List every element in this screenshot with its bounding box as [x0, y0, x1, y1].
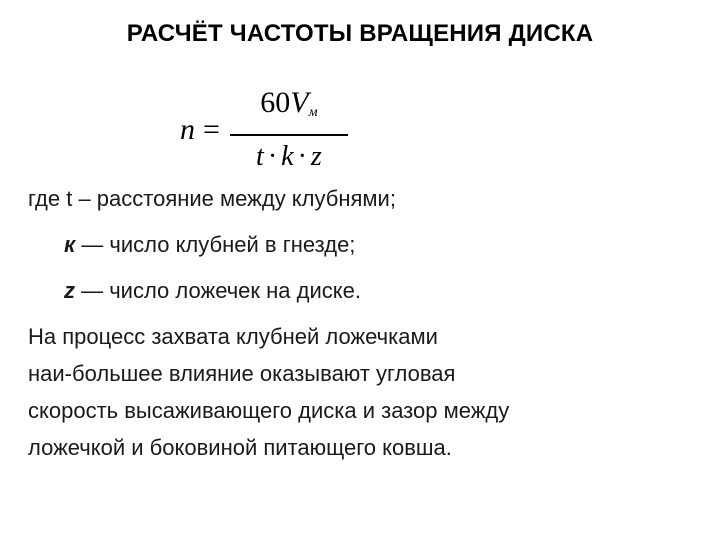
frequency-formula — [180, 88, 348, 172]
formula-denominator — [256, 138, 322, 174]
paragraph-line: скорость высаживающего диска и зазор между — [28, 398, 510, 423]
paragraph-line: ложечкой и боковиной питающего ковша. — [28, 435, 452, 460]
denominator-dot-2: · — [297, 141, 307, 172]
explanation-paragraph — [28, 318, 698, 466]
definition-z — [64, 278, 361, 304]
numerator-variable: V — [290, 86, 309, 119]
formula-fraction — [230, 86, 348, 174]
fraction-bar — [230, 134, 348, 136]
slide-title: РАСЧЁТ ЧАСТОТЫ ВРАЩЕНИЯ ДИСКА — [126, 20, 594, 47]
symbol-k: к — [64, 232, 76, 257]
formula-equals: = — [203, 113, 220, 146]
paragraph-line: наи-большее влияние оказывают угловая — [28, 361, 456, 386]
denominator-k: k — [281, 141, 294, 172]
definition-k — [64, 232, 355, 258]
definition-z-text: — число ложечек на диске. — [75, 278, 361, 303]
formula-lhs: n — [180, 113, 195, 146]
denominator-t: t — [256, 141, 264, 172]
definition-t: где t – расстояние между клубнями; — [28, 186, 396, 211]
denominator-z: z — [310, 141, 322, 172]
paragraph-line: На процесс захвата клубней ложечками — [28, 324, 438, 349]
definition-k-text: — число клубней в гнезде; — [75, 232, 356, 257]
denominator-dot-1: · — [267, 141, 278, 172]
symbol-z: z — [64, 278, 75, 303]
numerator-subscript: м — [308, 105, 318, 120]
numerator-coefficient: 60 — [260, 86, 291, 119]
formula-numerator — [254, 86, 323, 132]
